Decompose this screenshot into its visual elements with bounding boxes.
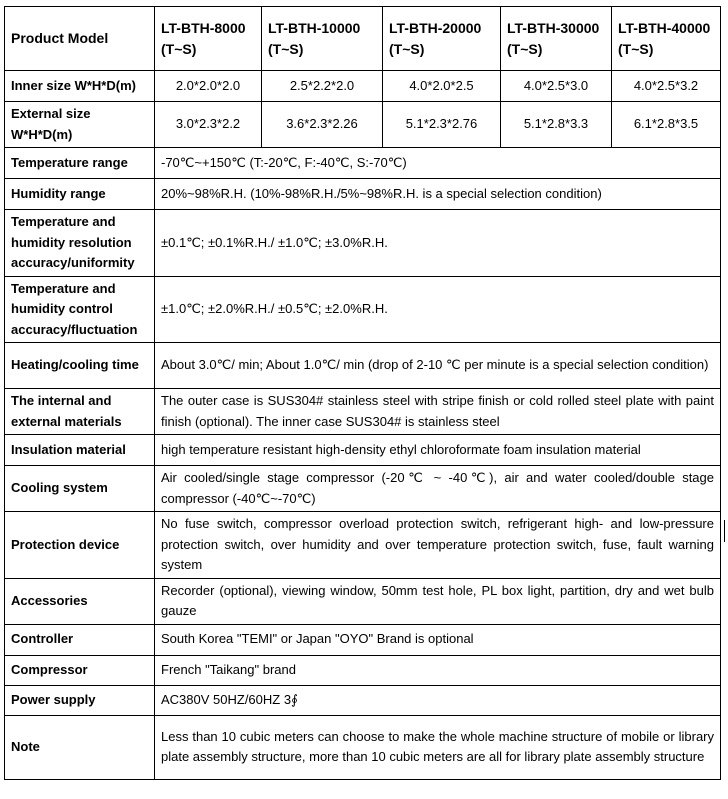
value-cell: 3.0*2.3*2.2 [155,102,262,148]
value-cell: 5.1*2.3*2.76 [383,102,501,148]
value-cell: 5.1*2.8*3.3 [501,102,612,148]
value-cell: 4.0*2.5*3.2 [612,71,721,102]
model-cell: LT-BTH-10000 (T~S) [262,7,383,71]
crop-edge-line [724,520,725,542]
spec-label: Note [5,715,155,779]
spec-row [5,389,721,435]
value-cell: 4.0*2.5*3.0 [501,71,612,102]
spec-row [5,210,721,277]
spec-value: Air cooled/single stage compressor (-20℃ ~ -40℃), air and water cooled/double stage compressor (-40℃~-70℃) [155,466,721,512]
spec-label: Temperature and humidity resolution accuracy/uniformity [5,210,155,277]
spec-row [5,685,721,715]
spec-value: About 3.0℃/ min; About 1.0℃/ min (drop of 2-10 ℃ per minute is a special selection condition) [155,343,721,389]
spec-label: Cooling system [5,466,155,512]
spec-value: Less than 10 cubic meters can choose to make the whole machine structure of mobile or library plate assembly structure, more than 10 cubic meters are all for library plate assembly structure [155,715,721,779]
header-label: Product Model [5,7,155,71]
spec-value: South Korea "TEMI" or Japan "OYO" Brand is optional [155,624,721,655]
spec-row [5,715,721,779]
spec-value: AC380V 50HZ/60HZ 3∮ [155,685,721,715]
spec-label: Protection device [5,512,155,579]
value-cell: 3.6*2.3*2.26 [262,102,383,148]
value-cell: 2.5*2.2*2.0 [262,71,383,102]
spec-value: No fuse switch, compressor overload protection switch, refrigerant high- and low-pressure protection switch, over humidity and over temperature protection switch, fuse, fault warning system [155,512,721,579]
row-label: Inner size W*H*D(m) [5,71,155,102]
spec-row [5,276,721,343]
spec-label: Temperature and humidity control accuracy/fluctuation [5,276,155,343]
spec-label: The internal and external materials [5,389,155,435]
spec-value: French "Taikang" brand [155,655,721,685]
model-cell: LT-BTH-40000 (T~S) [612,7,721,71]
spec-row [5,655,721,685]
spec-label: Heating/cooling time [5,343,155,389]
spec-value: ±0.1℃; ±0.1%R.H./ ±1.0℃; ±3.0%R.H. [155,210,721,277]
spec-row [5,466,721,512]
spec-label: Accessories [5,578,155,624]
spec-value: ±1.0℃; ±2.0%R.H./ ±0.5℃; ±2.0%R.H. [155,276,721,343]
spec-row [5,624,721,655]
spec-value: high temperature resistant high-density ethyl chloroformate foam insulation material [155,435,721,466]
spec-row [5,148,721,179]
value-cell: 6.1*2.8*3.5 [612,102,721,148]
spec-row [5,179,721,210]
model-cell: LT-BTH-8000 (T~S) [155,7,262,71]
value-cell: 4.0*2.0*2.5 [383,71,501,102]
spec-row [5,578,721,624]
spec-label: Temperature range [5,148,155,179]
row-label: External size W*H*D(m) [5,102,155,148]
model-cell: LT-BTH-20000 (T~S) [383,7,501,71]
spec-value: The outer case is SUS304# stainless steel with stripe finish or cold rolled steel plate with paint finish (optional). The inner case SUS304# is stainless steel [155,389,721,435]
spec-label: Power supply [5,685,155,715]
spec-label: Compressor [5,655,155,685]
spec-value: -70℃~+150℃ (T:-20℃, F:-40℃, S:-70℃) [155,148,721,179]
spec-value: Recorder (optional), viewing window, 50mm test hole, PL box light, partition, dry and wet bulb gauze [155,578,721,624]
spec-row [5,435,721,466]
spec-value: 20%~98%R.H. (10%-98%R.H./5%~98%R.H. is a special selection condition) [155,179,721,210]
spec-row [5,512,721,579]
spec-row [5,343,721,389]
spec-table [4,6,721,780]
model-cell: LT-BTH-30000 (T~S) [501,7,612,71]
spec-label: Controller [5,624,155,655]
value-cell: 2.0*2.0*2.0 [155,71,262,102]
inner-size-row [5,71,721,102]
spec-label: Insulation material [5,435,155,466]
spec-label: Humidity range [5,179,155,210]
header-row [5,7,721,71]
external-size-row [5,102,721,148]
